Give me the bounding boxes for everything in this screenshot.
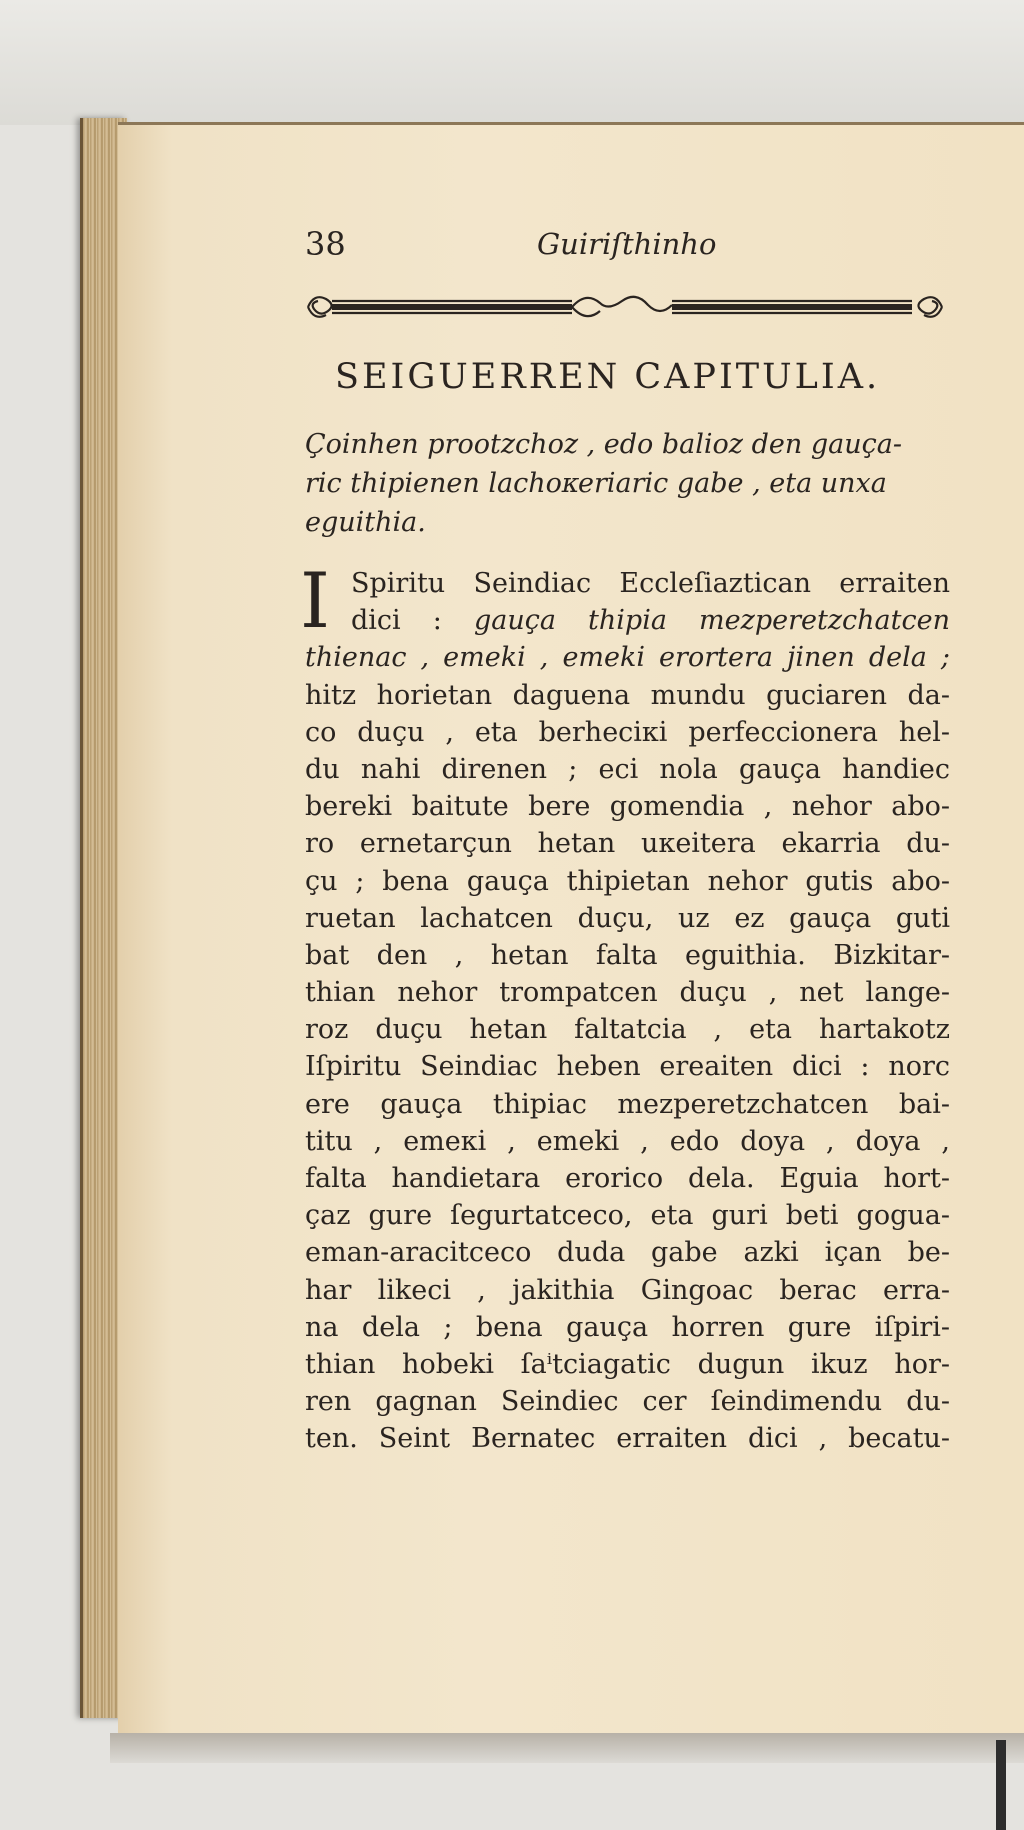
page-header bbox=[305, 225, 945, 265]
body-line bbox=[305, 900, 950, 937]
body-line bbox=[305, 714, 950, 751]
body-line bbox=[305, 937, 950, 974]
body-line bbox=[305, 1420, 950, 1457]
body-text-span: dici : bbox=[351, 605, 474, 637]
body-text-span: du nahi direnen ; eci nola gauça handiec bbox=[305, 753, 950, 785]
body-text-span: hitz horietan daguena mundu guciaren da- bbox=[305, 679, 950, 711]
body-text-span: bat den , hetan falta eguithia. Bizkitar- bbox=[305, 939, 950, 971]
chapter-heading: SEIGUERREN CAPITULIA. bbox=[335, 357, 881, 397]
body-text-span: ruetan lachatcen duçu, uz ez gauça guti bbox=[305, 902, 950, 934]
body-text-span: bereki baitute bere gomendia , nehor abo- bbox=[305, 791, 950, 823]
body-line bbox=[305, 565, 950, 602]
body-line bbox=[305, 1346, 950, 1383]
body-line bbox=[305, 677, 950, 714]
body-text-span: Iſpiritu Seindiac heben ereaiten dici : norc bbox=[305, 1051, 950, 1083]
body-text-span: eman-aracitceco duda gabe azki içan be- bbox=[305, 1237, 950, 1269]
body-text-span: gauça thipia mezperetzchatcen bbox=[473, 605, 950, 637]
body-text-span: Spiritu Seindiac Eccleſiaztican erraiten bbox=[351, 568, 950, 599]
body-text-span: na dela ; bena gauça horren gure iſpiri- bbox=[305, 1311, 950, 1343]
backdrop bbox=[0, 0, 1024, 125]
body-line bbox=[305, 1197, 950, 1234]
body-line bbox=[305, 788, 950, 825]
body-text-span: titu , emeᴋi , emeki , edo doya , doya , bbox=[305, 1125, 950, 1157]
body-line bbox=[305, 1011, 950, 1048]
body-text-span: co duçu , eta berheciᴋi perfeccionera hel- bbox=[305, 716, 950, 748]
body-line bbox=[305, 863, 950, 900]
summary-line: Çoinhen prootzchoz , edo balioz den gauça- bbox=[305, 429, 902, 460]
body-text-span: roz duçu hetan faltatcia , eta hartakotz bbox=[305, 1014, 950, 1046]
body-text-span: çu ; bena gauça thipietan nehor gutis abo- bbox=[305, 865, 950, 897]
body-text-span: ro ernetarçun hetan uᴋeitera ekarria du- bbox=[305, 828, 950, 860]
decorative-rule-ornament-icon bbox=[300, 287, 950, 327]
running-title: Guiriſthinho bbox=[537, 227, 717, 261]
book-spine bbox=[996, 1740, 1006, 1830]
body-text-span: har likeci , jakithia Gingoac berac erra- bbox=[305, 1274, 950, 1306]
page-number: 38 bbox=[305, 225, 346, 263]
body-text bbox=[305, 565, 950, 1458]
body-text-span: ere gauça thipiac mezperetzchatcen bai- bbox=[305, 1088, 950, 1120]
body-line bbox=[305, 602, 950, 639]
body-text-span: ten. Seint Bernatec erraiten dici , becatu- bbox=[305, 1423, 950, 1455]
body-text-span: falta handietara erorico dela. Eguia hort- bbox=[305, 1163, 950, 1194]
body-line bbox=[305, 1272, 950, 1309]
body-line bbox=[305, 639, 950, 676]
drop-capital: I bbox=[300, 556, 331, 645]
body-line bbox=[305, 1123, 950, 1160]
summary-line: ric thipienen lachoᴋeriaric gabe , eta unxa bbox=[305, 468, 887, 499]
body-line bbox=[305, 974, 950, 1011]
body-text-span: thian hobeki ſaⁱtciagatic dugun ikuz hor- bbox=[305, 1348, 950, 1380]
body-line bbox=[305, 1383, 950, 1420]
body-text-span: çaz gure ſegurtatceco, eta guri beti gogua- bbox=[305, 1200, 950, 1232]
chapter-summary bbox=[305, 425, 945, 542]
body-line bbox=[305, 1086, 950, 1123]
body-text-span: ren gagnan Seindiec cer ſeindimendu du- bbox=[305, 1386, 950, 1418]
body-line bbox=[305, 1160, 950, 1197]
body-line bbox=[305, 1309, 950, 1346]
body-text-span: thienac , emeki , emeki erortera jinen dela ; bbox=[305, 642, 950, 674]
body-line bbox=[305, 1048, 950, 1085]
body-line bbox=[305, 751, 950, 788]
body-line bbox=[305, 1234, 950, 1271]
body-text-span: thian nehor trompatcen duçu , net lange- bbox=[305, 977, 950, 1009]
summary-line: eguithia. bbox=[305, 507, 426, 538]
page-shadow bbox=[110, 1733, 1024, 1763]
body-line bbox=[305, 825, 950, 862]
